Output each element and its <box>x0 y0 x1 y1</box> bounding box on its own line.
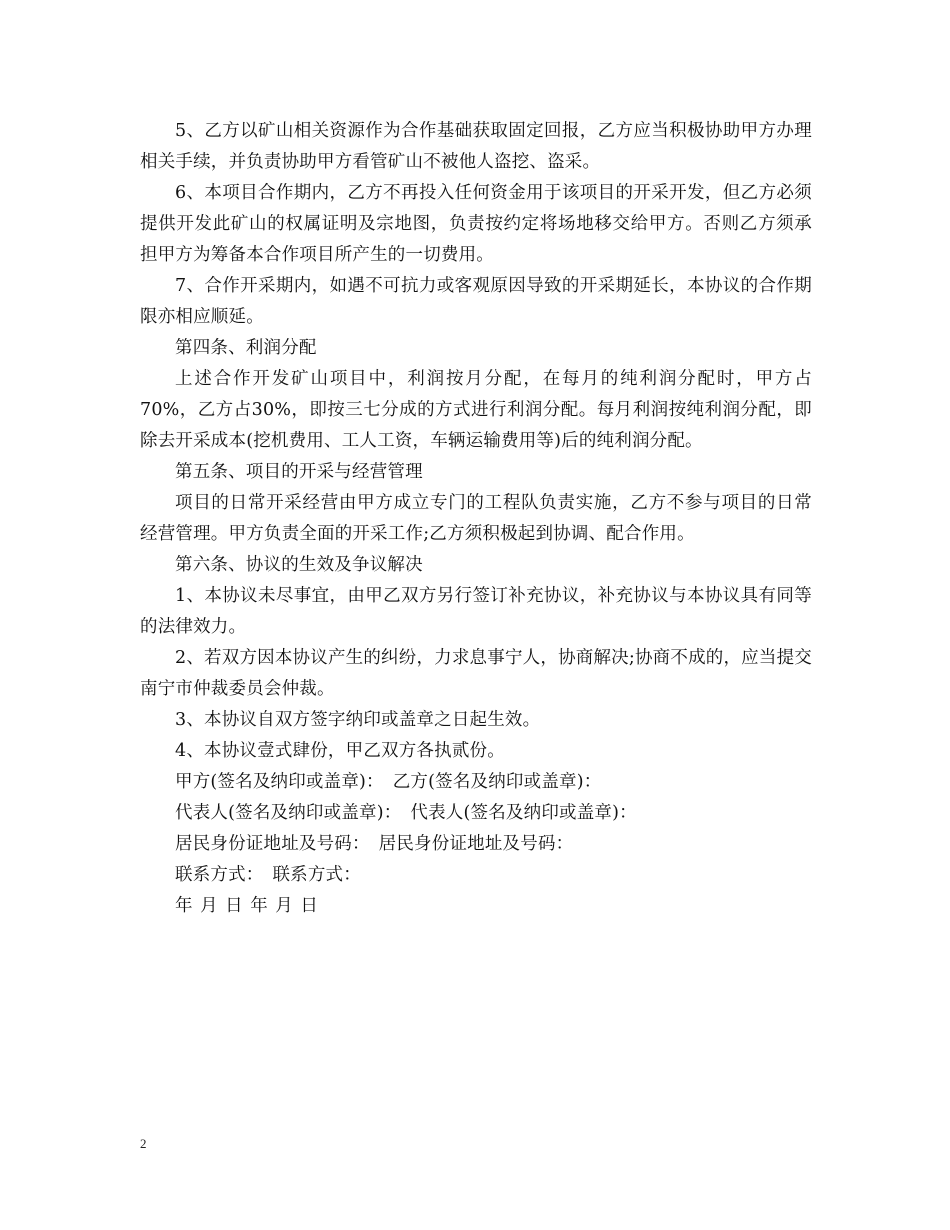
document-body <box>140 116 812 922</box>
article-6-item-2: 2、若双方因本协议产生的纠纷，力求息事宁人，协商解决;协商不成的，应当提交南宁市仲裁委员会仲裁。 <box>140 648 812 699</box>
clause-5-paragraph: 5、乙方以矿山相关资源作为合作基础获取固定回报，乙方应当积极协助甲方办理相关手续，并负责协助甲方看管矿山不被他人盗挖、盗采。 <box>140 121 812 172</box>
contact-line: 联系方式： 联系方式： <box>175 865 361 885</box>
clause-7-paragraph: 7、合作开采期内，如遇不可抗力或客观原因导致的开采期延长，本协议的合作期限亦相应顺延。 <box>140 276 812 327</box>
page-number: 2 <box>140 1136 147 1151</box>
id-address-line: 居民身份证地址及号码： 居民身份证地址及号码： <box>175 834 574 854</box>
article-6-item-3: 3、本协议自双方签字纳印或盖章之日起生效。 <box>175 710 541 730</box>
date-line: 年 月 日 年 月 日 <box>175 896 319 916</box>
article-6-heading: 第六条、协议的生效及争议解决 <box>175 555 423 575</box>
signature-party-line: 甲方(签名及纳印或盖章)： 乙方(签名及纳印或盖章)： <box>175 772 602 792</box>
article-6-item-1: 1、本协议未尽事宜，由甲乙双方另行签订补充协议，补充协议与本协议具有同等的法律效力。 <box>140 586 812 637</box>
article-4-heading: 第四条、利润分配 <box>175 338 317 358</box>
clause-6-paragraph: 6、本项目合作期内，乙方不再投入任何资金用于该项目的开采开发，但乙方必须提供开发此矿山的权属证明及宗地图，负责按约定将场地移交给甲方。否则乙方须承担甲方为筹备本合作项目所产生的一切费用。 <box>140 183 812 265</box>
article-6-item-4: 4、本协议壹式肆份，甲乙双方各执贰份。 <box>175 741 505 761</box>
profit-distribution-paragraph: 上述合作开发矿山项目中，利润按月分配，在每月的纯利润分配时，甲方占70%，乙方占30%，即按三七分成的方式进行利润分配。每月利润按纯利润分配，即除去开采成本(挖机费用、工人工资，车辆运输费用等)后的纯利润分配。 <box>140 369 812 451</box>
signature-representative-line: 代表人(签名及纳印或盖章)： 代表人(签名及纳印或盖章)： <box>175 803 637 823</box>
operations-management-paragraph: 项目的日常开采经营由甲方成立专门的工程队负责实施，乙方不参与项目的日常经营管理。甲方负责全面的开采工作;乙方须积极起到协调、配合作用。 <box>140 493 812 544</box>
article-5-heading: 第五条、项目的开采与经营管理 <box>175 462 423 482</box>
